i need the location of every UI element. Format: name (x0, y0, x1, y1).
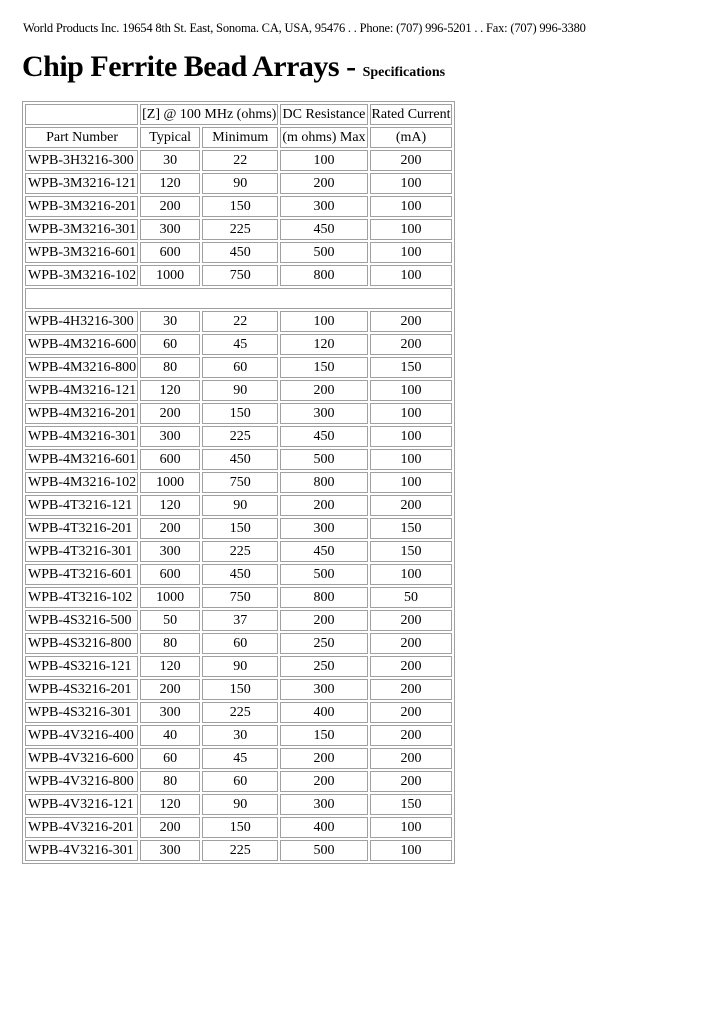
cell-dc-resistance: 200 (280, 173, 367, 194)
header-part-blank (25, 104, 138, 125)
cell-rated-current: 200 (370, 679, 453, 700)
cell-rated-current: 200 (370, 748, 453, 769)
cell-rated-current: 100 (370, 265, 453, 286)
cell-typical: 30 (140, 311, 200, 332)
table-row (25, 426, 452, 447)
cell-part-number: WPB-4M3216-601 (25, 449, 138, 470)
header-impedance: [Z] @ 100 MHz (ohms) (140, 104, 278, 125)
table-row (25, 840, 452, 861)
cell-part-number: WPB-4S3216-800 (25, 633, 138, 654)
cell-dc-resistance: 450 (280, 541, 367, 562)
cell-typical: 200 (140, 196, 200, 217)
cell-dc-resistance: 200 (280, 380, 367, 401)
table-row (25, 725, 452, 746)
cell-typical: 40 (140, 725, 200, 746)
cell-rated-current: 100 (370, 403, 453, 424)
table-header-row-2 (25, 127, 452, 148)
header-rc-unit: (mA) (370, 127, 453, 148)
cell-rated-current: 50 (370, 587, 453, 608)
table-row (25, 403, 452, 424)
cell-part-number: WPB-4M3216-301 (25, 426, 138, 447)
cell-rated-current: 100 (370, 380, 453, 401)
cell-rated-current: 200 (370, 334, 453, 355)
table-row (25, 196, 452, 217)
cell-typical: 120 (140, 173, 200, 194)
page-title-sub: Specifications (362, 65, 446, 80)
header-minimum: Minimum (202, 127, 278, 148)
cell-minimum: 150 (202, 817, 278, 838)
cell-part-number: WPB-4H3216-300 (25, 311, 138, 332)
cell-minimum: 225 (202, 541, 278, 562)
cell-part-number: WPB-3M3216-301 (25, 219, 138, 240)
cell-minimum: 45 (202, 334, 278, 355)
cell-dc-resistance: 450 (280, 426, 367, 447)
cell-rated-current: 150 (370, 541, 453, 562)
cell-part-number: WPB-3H3216-300 (25, 150, 138, 171)
cell-part-number: WPB-4V3216-600 (25, 748, 138, 769)
cell-dc-resistance: 300 (280, 679, 367, 700)
cell-minimum: 30 (202, 725, 278, 746)
table-row (25, 150, 452, 171)
cell-rated-current: 150 (370, 794, 453, 815)
table-row (25, 518, 452, 539)
cell-typical: 200 (140, 817, 200, 838)
cell-dc-resistance: 300 (280, 794, 367, 815)
cell-minimum: 225 (202, 219, 278, 240)
header-part-number: Part Number (25, 127, 138, 148)
cell-typical: 300 (140, 840, 200, 861)
table-header-row-1 (25, 104, 452, 125)
cell-dc-resistance: 100 (280, 150, 367, 171)
table-row (25, 357, 452, 378)
cell-part-number: WPB-4V3216-201 (25, 817, 138, 838)
cell-minimum: 750 (202, 472, 278, 493)
cell-dc-resistance: 400 (280, 702, 367, 723)
cell-minimum: 90 (202, 173, 278, 194)
cell-part-number: WPB-4V3216-800 (25, 771, 138, 792)
cell-dc-resistance: 250 (280, 656, 367, 677)
table-row (25, 219, 452, 240)
cell-typical: 30 (140, 150, 200, 171)
cell-minimum: 450 (202, 564, 278, 585)
cell-minimum: 450 (202, 242, 278, 263)
cell-part-number: WPB-4T3216-102 (25, 587, 138, 608)
cell-typical: 120 (140, 656, 200, 677)
cell-dc-resistance: 200 (280, 748, 367, 769)
cell-dc-resistance: 150 (280, 357, 367, 378)
cell-minimum: 90 (202, 380, 278, 401)
cell-part-number: WPB-4S3216-301 (25, 702, 138, 723)
table-row (25, 587, 452, 608)
header-dc-unit: (m ohms) Max (280, 127, 367, 148)
cell-dc-resistance: 100 (280, 311, 367, 332)
table-row (25, 610, 452, 631)
table-row (25, 242, 452, 263)
cell-typical: 300 (140, 426, 200, 447)
spacer-cell (25, 288, 452, 309)
cell-part-number: WPB-3M3216-102 (25, 265, 138, 286)
cell-minimum: 90 (202, 495, 278, 516)
cell-minimum: 60 (202, 633, 278, 654)
cell-typical: 1000 (140, 587, 200, 608)
cell-minimum: 225 (202, 840, 278, 861)
cell-typical: 60 (140, 748, 200, 769)
cell-dc-resistance: 300 (280, 518, 367, 539)
cell-part-number: WPB-3M3216-601 (25, 242, 138, 263)
cell-typical: 1000 (140, 472, 200, 493)
cell-minimum: 90 (202, 794, 278, 815)
cell-rated-current: 200 (370, 656, 453, 677)
cell-part-number: WPB-4T3216-301 (25, 541, 138, 562)
cell-rated-current: 100 (370, 840, 453, 861)
cell-part-number: WPB-4S3216-121 (25, 656, 138, 677)
table-row (25, 702, 452, 723)
cell-typical: 200 (140, 679, 200, 700)
table-row (25, 817, 452, 838)
cell-typical: 120 (140, 495, 200, 516)
cell-minimum: 750 (202, 587, 278, 608)
page-title (22, 50, 445, 84)
spec-table (22, 101, 455, 864)
cell-rated-current: 200 (370, 150, 453, 171)
cell-minimum: 60 (202, 357, 278, 378)
cell-rated-current: 100 (370, 817, 453, 838)
table-row (25, 656, 452, 677)
cell-dc-resistance: 500 (280, 564, 367, 585)
cell-part-number: WPB-4S3216-201 (25, 679, 138, 700)
cell-minimum: 225 (202, 702, 278, 723)
cell-minimum: 225 (202, 426, 278, 447)
cell-dc-resistance: 450 (280, 219, 367, 240)
header-rated-current: Rated Current (370, 104, 453, 125)
table-row (25, 449, 452, 470)
cell-rated-current: 200 (370, 610, 453, 631)
table-row (25, 633, 452, 654)
cell-dc-resistance: 300 (280, 196, 367, 217)
cell-typical: 60 (140, 334, 200, 355)
cell-minimum: 150 (202, 518, 278, 539)
cell-rated-current: 150 (370, 518, 453, 539)
cell-part-number: WPB-4T3216-601 (25, 564, 138, 585)
cell-dc-resistance: 200 (280, 610, 367, 631)
table-row (25, 495, 452, 516)
cell-minimum: 450 (202, 449, 278, 470)
cell-typical: 120 (140, 380, 200, 401)
cell-minimum: 150 (202, 679, 278, 700)
cell-part-number: WPB-4M3216-800 (25, 357, 138, 378)
cell-dc-resistance: 200 (280, 771, 367, 792)
cell-rated-current: 200 (370, 725, 453, 746)
cell-dc-resistance: 500 (280, 242, 367, 263)
cell-rated-current: 100 (370, 564, 453, 585)
cell-minimum: 90 (202, 656, 278, 677)
cell-minimum: 150 (202, 196, 278, 217)
cell-dc-resistance: 300 (280, 403, 367, 424)
cell-part-number: WPB-4V3216-301 (25, 840, 138, 861)
cell-rated-current: 100 (370, 173, 453, 194)
cell-rated-current: 100 (370, 196, 453, 217)
cell-part-number: WPB-4V3216-121 (25, 794, 138, 815)
cell-dc-resistance: 400 (280, 817, 367, 838)
cell-dc-resistance: 800 (280, 472, 367, 493)
cell-typical: 80 (140, 357, 200, 378)
page-title-main: Chip Ferrite Bead Arrays - (22, 50, 356, 83)
table-row (25, 334, 452, 355)
header-typical: Typical (140, 127, 200, 148)
cell-part-number: WPB-4V3216-400 (25, 725, 138, 746)
cell-part-number: WPB-4M3216-201 (25, 403, 138, 424)
table-row (25, 541, 452, 562)
cell-rated-current: 100 (370, 449, 453, 470)
cell-part-number: WPB-4M3216-121 (25, 380, 138, 401)
cell-rated-current: 150 (370, 357, 453, 378)
cell-part-number: WPB-4T3216-121 (25, 495, 138, 516)
table-row (25, 472, 452, 493)
cell-typical: 300 (140, 541, 200, 562)
cell-rated-current: 100 (370, 219, 453, 240)
cell-typical: 1000 (140, 265, 200, 286)
cell-dc-resistance: 500 (280, 840, 367, 861)
table-row (25, 311, 452, 332)
cell-rated-current: 200 (370, 495, 453, 516)
cell-dc-resistance: 500 (280, 449, 367, 470)
table-spacer-row (25, 288, 452, 309)
cell-dc-resistance: 200 (280, 495, 367, 516)
cell-minimum: 45 (202, 748, 278, 769)
cell-rated-current: 100 (370, 472, 453, 493)
table-row (25, 380, 452, 401)
cell-rated-current: 200 (370, 633, 453, 654)
cell-dc-resistance: 250 (280, 633, 367, 654)
table-row (25, 564, 452, 585)
cell-typical: 80 (140, 771, 200, 792)
cell-dc-resistance: 800 (280, 265, 367, 286)
table-row (25, 794, 452, 815)
cell-typical: 50 (140, 610, 200, 631)
cell-typical: 600 (140, 242, 200, 263)
cell-typical: 300 (140, 219, 200, 240)
cell-dc-resistance: 120 (280, 334, 367, 355)
table-row (25, 679, 452, 700)
cell-minimum: 37 (202, 610, 278, 631)
cell-part-number: WPB-4S3216-500 (25, 610, 138, 631)
cell-part-number: WPB-4M3216-600 (25, 334, 138, 355)
table-row (25, 173, 452, 194)
cell-typical: 120 (140, 794, 200, 815)
cell-typical: 600 (140, 449, 200, 470)
company-contact-line: World Products Inc. 19654 8th St. East, Sonoma. CA, USA, 95476 . . Phone: (707) 996-5201 . . Fax: (707) 996-3380 (23, 21, 586, 35)
cell-minimum: 22 (202, 150, 278, 171)
cell-rated-current: 200 (370, 771, 453, 792)
cell-rated-current: 100 (370, 242, 453, 263)
table-row (25, 265, 452, 286)
cell-rated-current: 200 (370, 311, 453, 332)
cell-typical: 600 (140, 564, 200, 585)
cell-typical: 300 (140, 702, 200, 723)
cell-typical: 200 (140, 403, 200, 424)
cell-minimum: 150 (202, 403, 278, 424)
cell-minimum: 750 (202, 265, 278, 286)
cell-rated-current: 100 (370, 426, 453, 447)
cell-typical: 80 (140, 633, 200, 654)
cell-part-number: WPB-4T3216-201 (25, 518, 138, 539)
cell-minimum: 60 (202, 771, 278, 792)
cell-dc-resistance: 150 (280, 725, 367, 746)
table-row (25, 748, 452, 769)
cell-part-number: WPB-4M3216-102 (25, 472, 138, 493)
header-dc-resistance: DC Resistance (280, 104, 367, 125)
cell-typical: 200 (140, 518, 200, 539)
cell-part-number: WPB-3M3216-201 (25, 196, 138, 217)
cell-rated-current: 200 (370, 702, 453, 723)
cell-part-number: WPB-3M3216-121 (25, 173, 138, 194)
cell-dc-resistance: 800 (280, 587, 367, 608)
table-row (25, 771, 452, 792)
cell-minimum: 22 (202, 311, 278, 332)
